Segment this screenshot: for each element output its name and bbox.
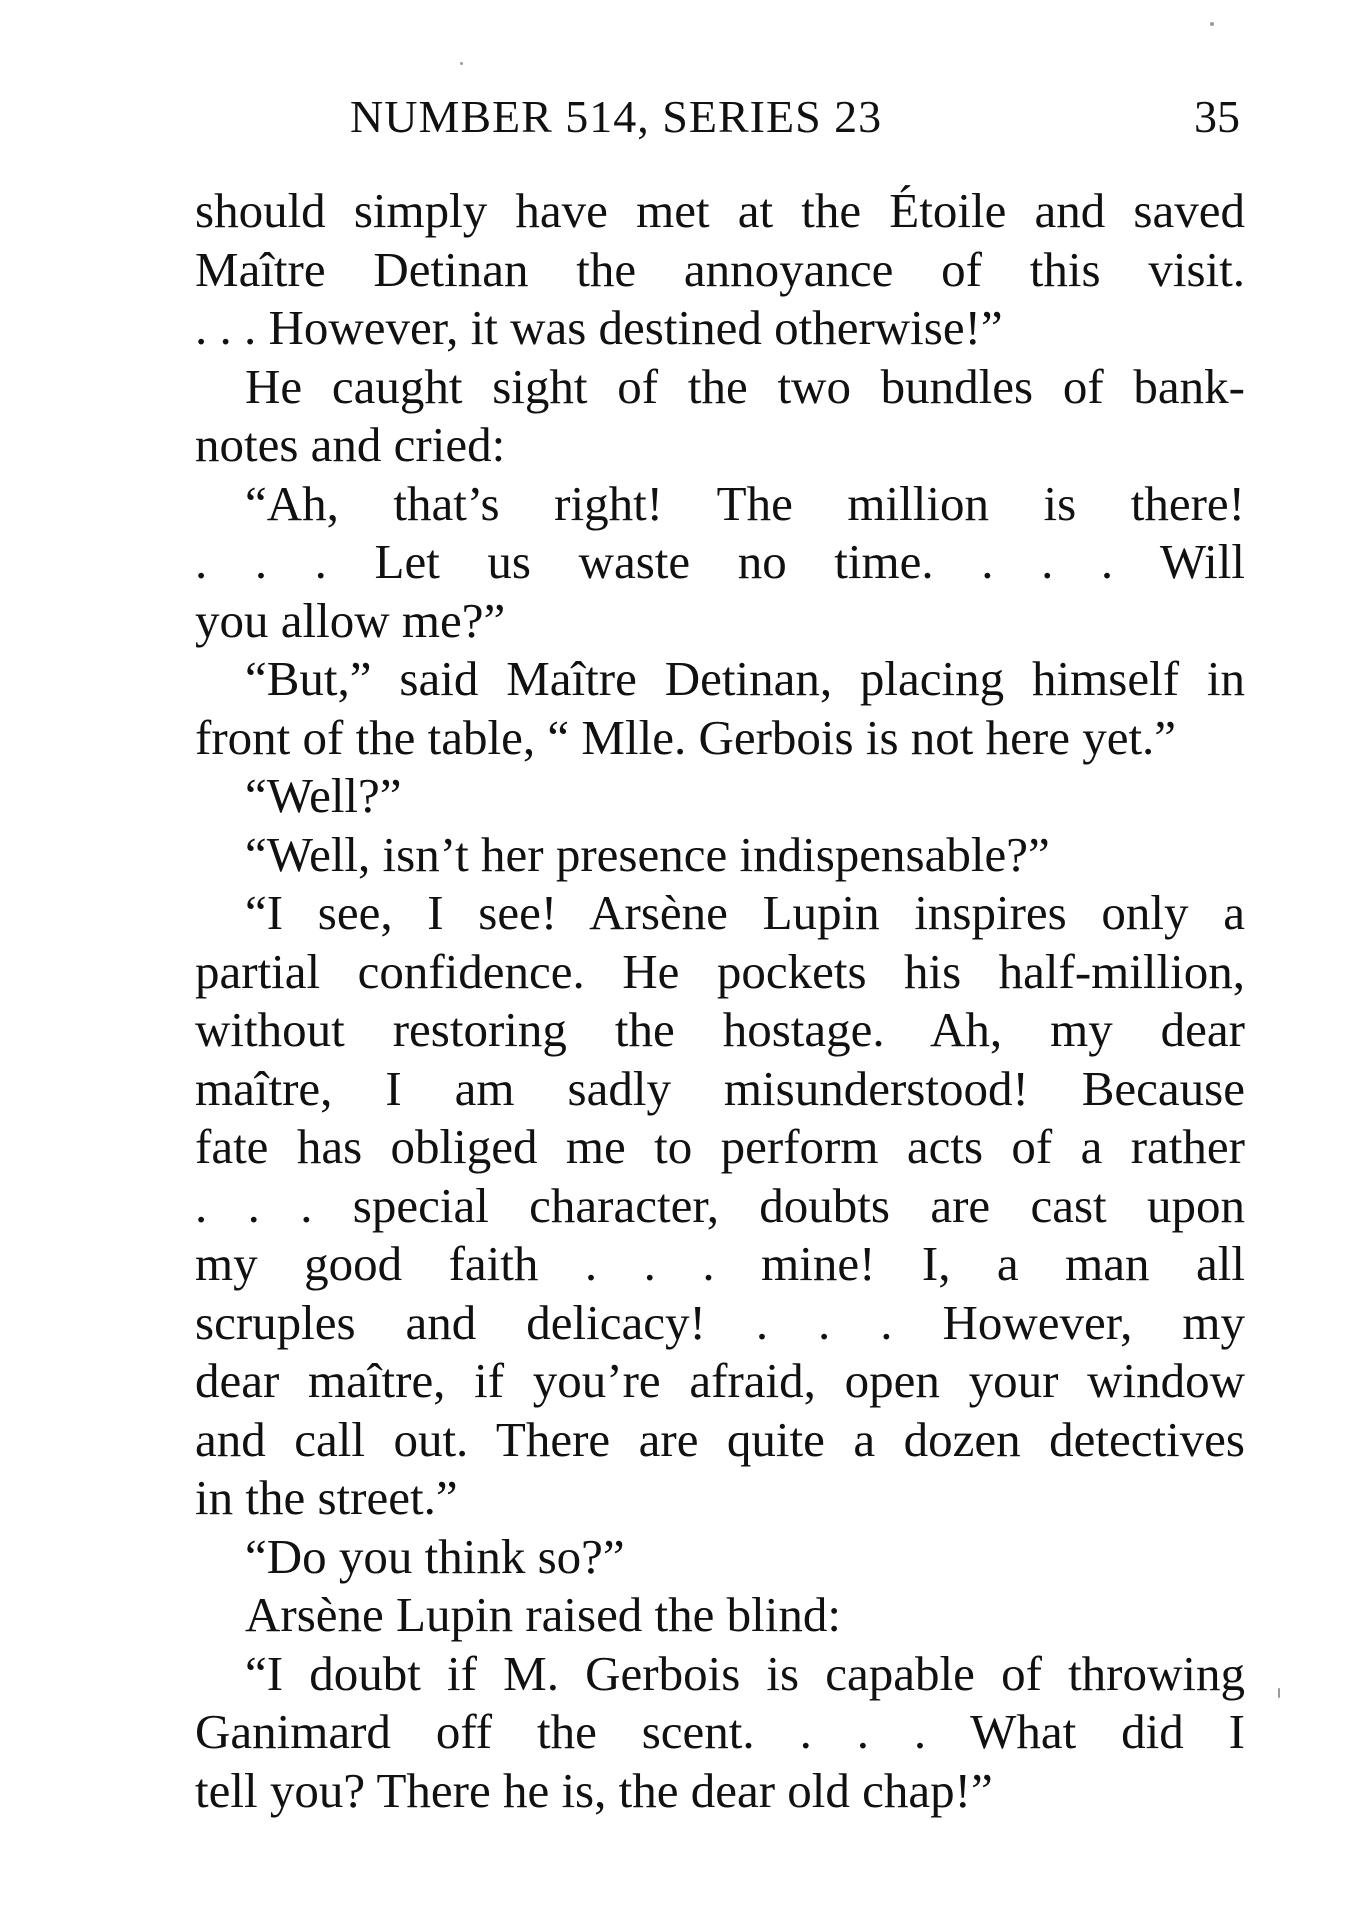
text-line: . . . Let us waste no time. . . . Will	[195, 534, 1245, 589]
text-line: front of the table, “ Mlle. Gerbois is not here yet.”	[195, 709, 1177, 765]
text-line: without restoring the hostage. Ah, my dear	[195, 1002, 1245, 1057]
text-line: maître, I am sadly misunderstood! Because	[195, 1060, 1245, 1116]
text-line: my good faith . . . mine! I, a man all	[195, 1236, 1245, 1291]
text-line: notes and cried:	[195, 417, 506, 472]
text-line: partial confidence. He pockets his half-million,	[195, 943, 1245, 999]
text-line: He caught sight of the two bundles of bank-	[245, 358, 1245, 414]
text-line: fate has obliged me to perform acts of a rather	[195, 1119, 1245, 1174]
body-text	[195, 182, 1245, 1820]
text-line: you allow me?”	[195, 592, 506, 648]
text-line: “Well, isn’t her presence indispensable?”	[245, 826, 1050, 882]
text-line: Maître Detinan the annoyance of this visit.	[195, 241, 1245, 297]
paper-speck	[1210, 22, 1214, 26]
text-line: tell you? There he is, the dear old chap!”	[195, 1762, 993, 1818]
text-line: should simply have met at the Étoile and saved	[195, 183, 1245, 238]
text-line: “I doubt if M. Gerbois is capable of throwing	[245, 1645, 1245, 1701]
text-line: “Do you think so?”	[245, 1528, 625, 1584]
text-line: scruples and delicacy! . . . However, my	[195, 1294, 1245, 1350]
text-line: in the street.”	[195, 1470, 458, 1525]
page-number: 35	[1194, 91, 1240, 142]
running-head	[195, 82, 1240, 152]
text-line: “I see, I see! Arsène Lupin inspires only a	[245, 885, 1245, 940]
running-title: NUMBER 514, SERIES 23	[350, 91, 883, 142]
text-line: “But,” said Maître Detinan, placing himself in	[245, 651, 1245, 706]
text-line: “Well?”	[245, 768, 402, 823]
text-line: Arsène Lupin raised the blind:	[245, 1587, 842, 1642]
paper-speck	[460, 62, 463, 65]
text-line: Ganimard off the scent. . . . What did I	[195, 1704, 1245, 1759]
text-line: “Ah, that’s right! The million is there!	[245, 475, 1245, 531]
paper-speck	[1278, 1688, 1280, 1698]
text-line: dear maître, if you’re afraid, open your window	[195, 1353, 1245, 1408]
text-line: . . . However, it was destined otherwise!”	[195, 300, 1003, 355]
text-line: and call out. There are quite a dozen detectives	[195, 1411, 1245, 1467]
text-line: . . . special character, doubts are cast upon	[195, 1177, 1245, 1233]
